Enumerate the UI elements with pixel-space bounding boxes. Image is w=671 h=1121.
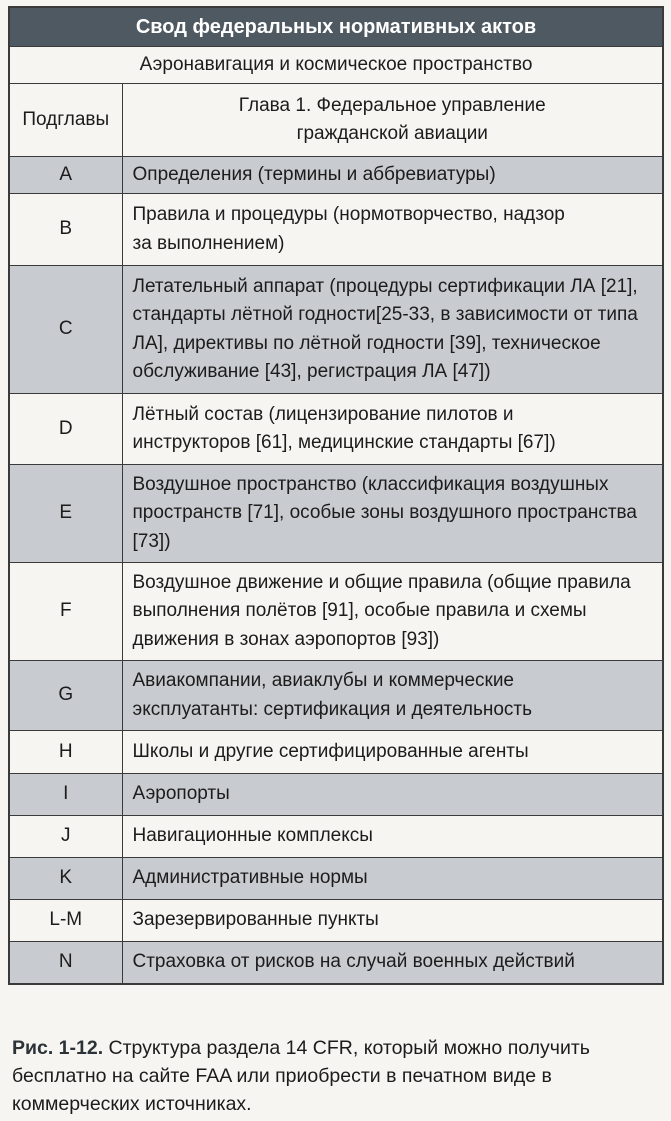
row-description-cell <box>122 194 663 266</box>
row-description: Лётный состав (лицензирование пилотов и инструкторов [61], медицинские стандарты [67]) <box>132 403 556 453</box>
figure-caption <box>12 1034 657 1118</box>
table-row <box>9 157 663 194</box>
row-description: Административные нормы <box>122 858 663 900</box>
row-code: H <box>9 731 122 774</box>
row-description-cell <box>122 465 663 563</box>
figure-caption-text: Структура раздела 14 CFR, который можно получить бесплатно на сайте FAA или приобрести в печатном виде в коммерческих источниках. <box>12 1037 590 1115</box>
row-code: C <box>9 266 122 394</box>
row-code: N <box>9 942 122 984</box>
table-title-row <box>9 7 663 47</box>
header-chapter-text: Глава 1. Федеральное управление гражданской авиации <box>238 94 546 144</box>
row-description-cell <box>122 661 663 731</box>
row-code: L-M <box>9 900 122 942</box>
row-description: Навигационные комплексы <box>122 816 663 858</box>
row-code: E <box>9 465 122 563</box>
row-description: Определения (термины и аббревиатуры) <box>122 157 663 194</box>
table-row <box>9 731 663 774</box>
row-description: Страховка от рисков на случай военных действий <box>122 942 663 984</box>
table-row <box>9 266 663 394</box>
row-code: J <box>9 816 122 858</box>
cfr-structure-table <box>8 6 664 985</box>
table-row <box>9 465 663 563</box>
row-description: Аэропорты <box>122 774 663 816</box>
row-description: Воздушное движение и общие правила (общие правила выполнения полётов [91], особые правила и схемы движения в зонах аэропортов [93]) <box>122 563 663 661</box>
table-row <box>9 816 663 858</box>
table-title: Свод федеральных нормативных актов <box>9 7 663 47</box>
row-code: A <box>9 157 122 194</box>
row-description: Воздушное пространство (классификация воздушных пространств [71], особые зоны воздушного пространства [73]) <box>132 473 637 552</box>
header-chapter <box>122 84 663 157</box>
row-description: Зарезервированные пункты <box>122 900 663 942</box>
table-header-row <box>9 84 663 157</box>
row-description-cell <box>122 394 663 465</box>
row-description: Школы и другие сертифицированные агенты <box>122 731 663 774</box>
row-code: D <box>9 394 122 465</box>
table-row <box>9 774 663 816</box>
row-description: Летательный аппарат (процедуры сертификации ЛА [21], стандарты лётной годности[25-33, в зависимости от типа ЛА], директивы по лётной годности [39], техническое обслуживание [43], регистрация ЛА [47]) <box>122 266 663 394</box>
table-row <box>9 563 663 661</box>
row-code: B <box>9 194 122 266</box>
figure-label: Рис. 1-12. <box>12 1037 104 1059</box>
table-row <box>9 394 663 465</box>
table-row <box>9 194 663 266</box>
header-subchapters: Подглавы <box>9 84 122 157</box>
row-description: Авиакомпании, авиаклубы и коммерческие эксплуатанты: сертификация и деятельность <box>132 670 533 720</box>
table-row <box>9 858 663 900</box>
row-code: F <box>9 563 122 661</box>
table-subtitle: Аэронавигация и космическое пространство <box>9 47 663 84</box>
table-row <box>9 661 663 731</box>
row-code: I <box>9 774 122 816</box>
cfr-table-container <box>8 6 662 985</box>
table-row <box>9 942 663 984</box>
row-code: G <box>9 661 122 731</box>
table-subtitle-row <box>9 47 663 84</box>
table-row <box>9 900 663 942</box>
row-description: Правила и процедуры (нормотворчество, надзор за выполнением) <box>132 204 565 254</box>
row-code: K <box>9 858 122 900</box>
